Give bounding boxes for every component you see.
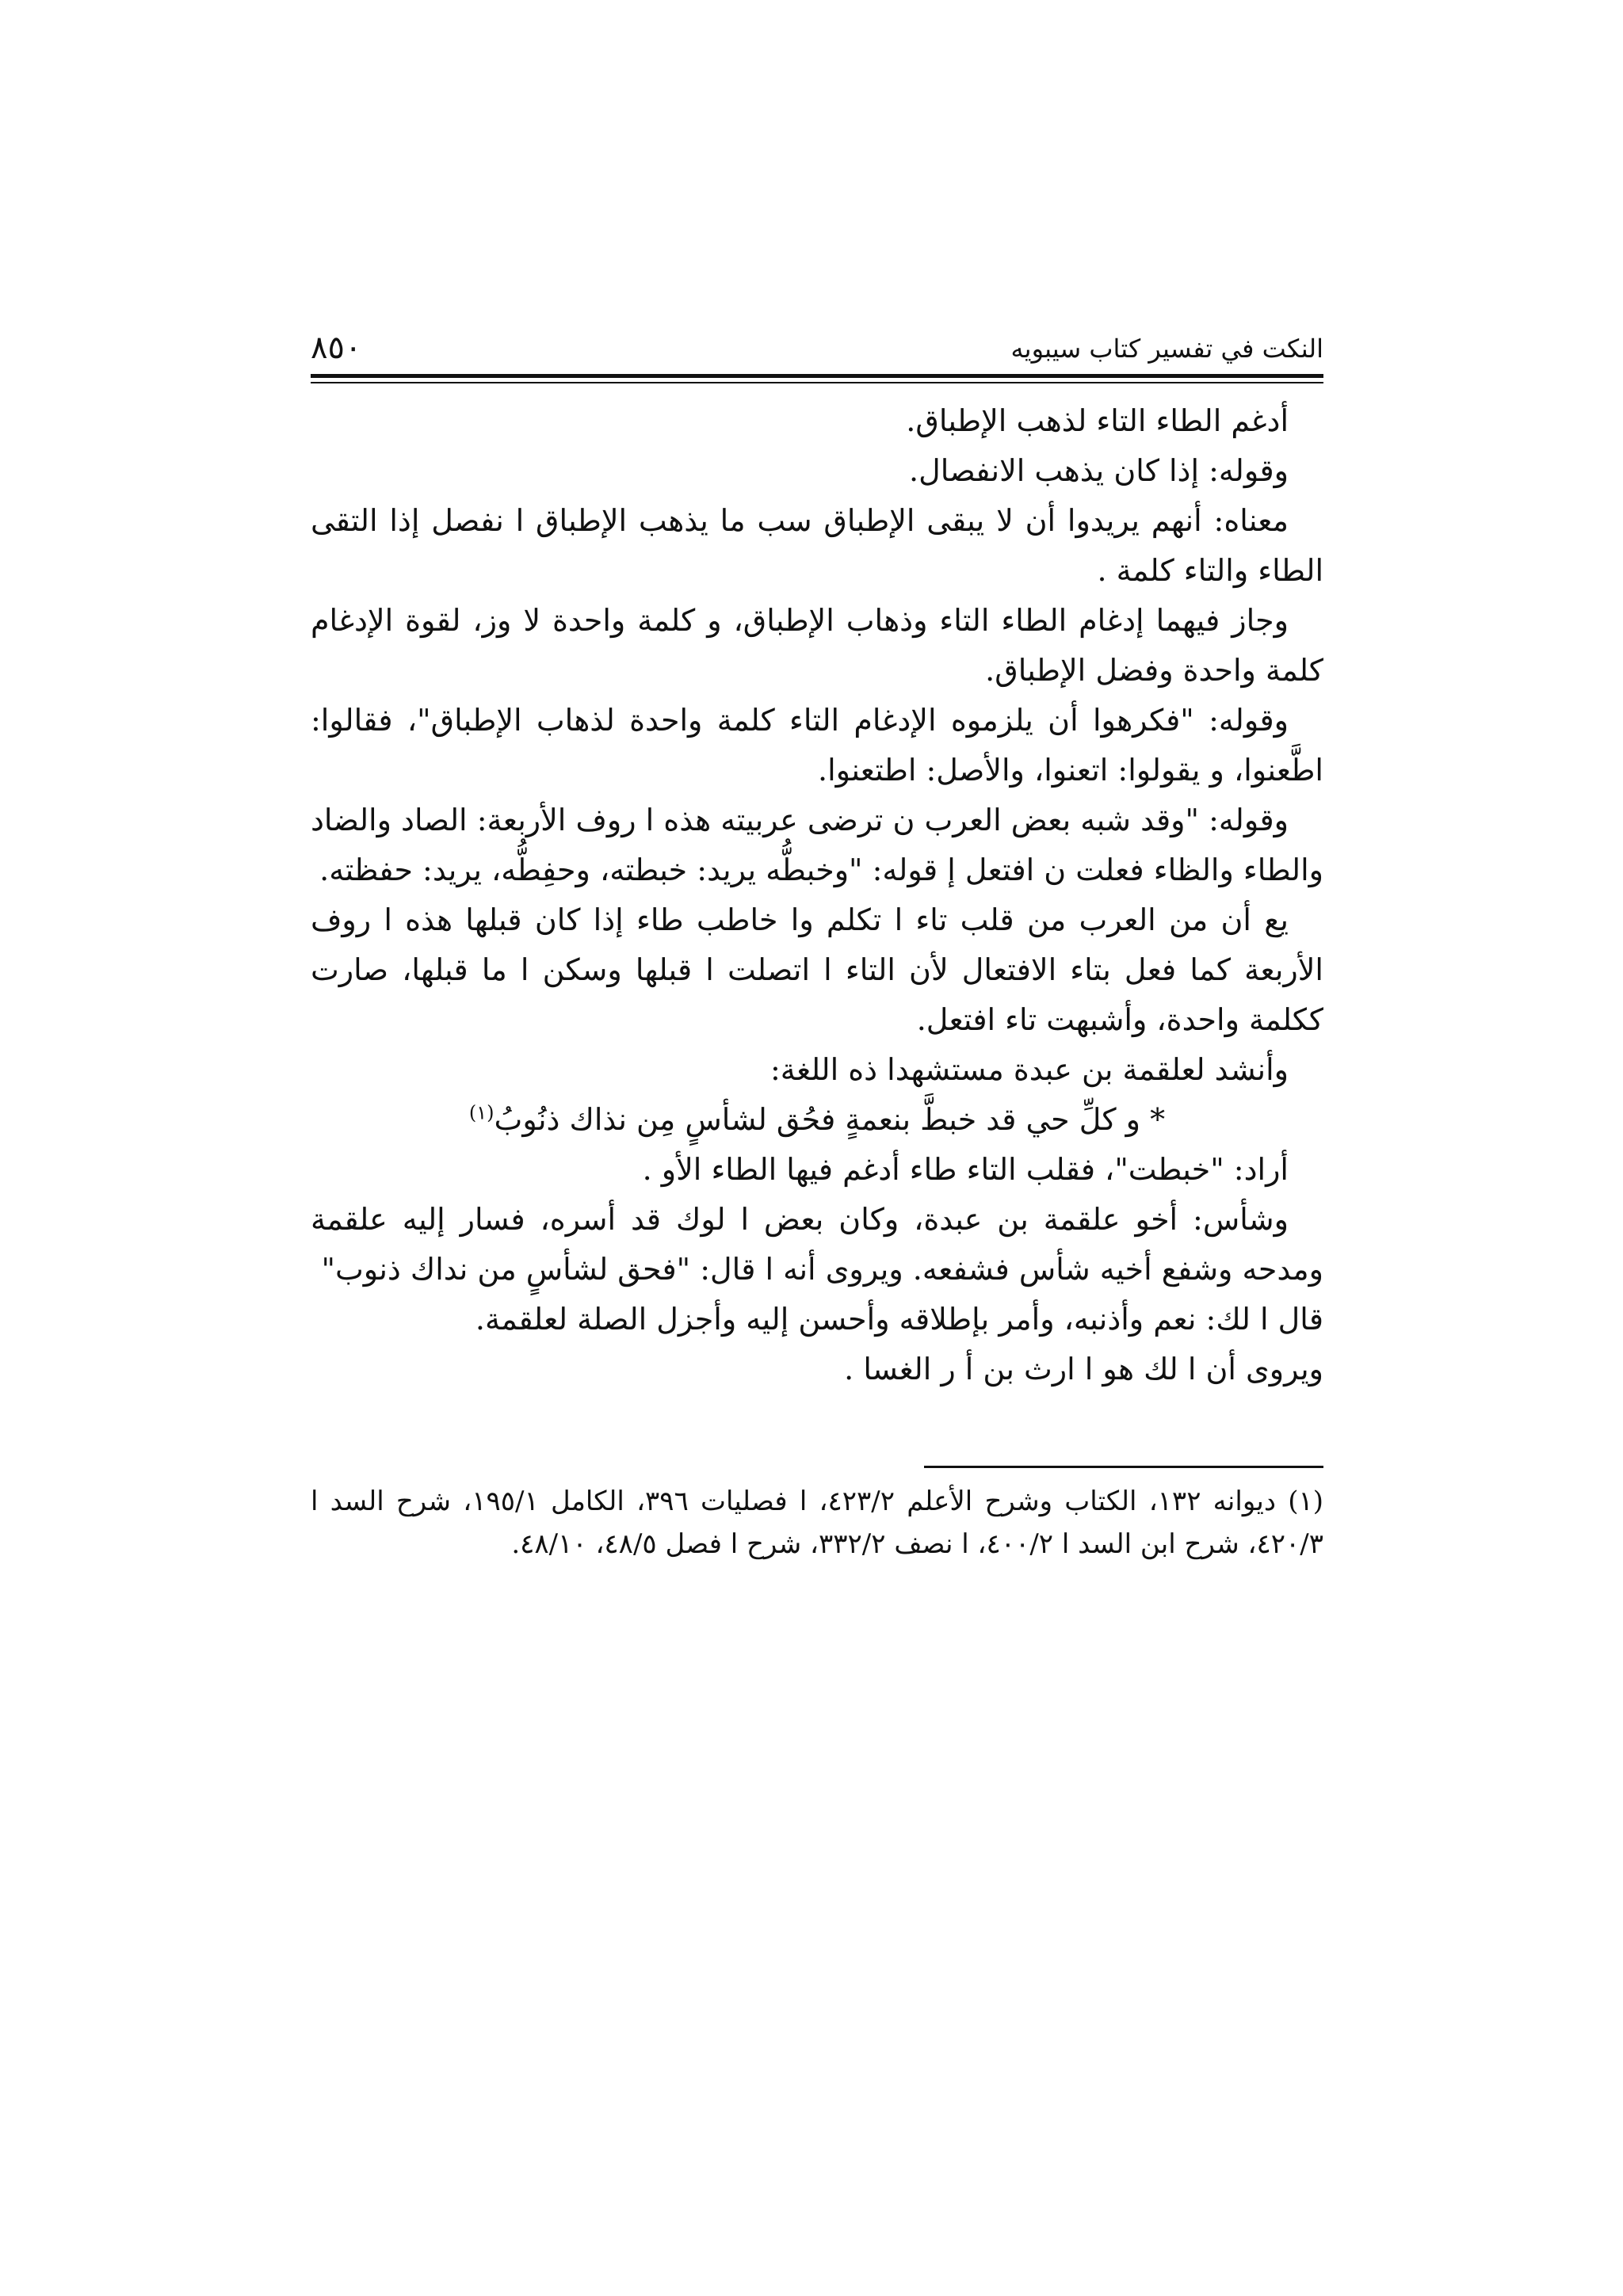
paragraph: وقوله: إذا كان يذهب الانفصال. xyxy=(909,453,1289,488)
footnote-marker: (١) xyxy=(468,1101,495,1124)
paragraph: وجاز فيهما إدغام الطاء التاء وذهاب الإطباق، و كلمة واحدة لا وز، لقوة الإدغام كلمة واحدة وفضل الإطباق. xyxy=(311,603,1323,688)
paragraph: وشأس: أخو علقمة بن عبدة، وكان بعض ا لوك قد أسره، فسار إليه علقمة ومدحه وشفع أخيه شأس فشفعه. ويروى أنه ا قال: "فحق لشأسٍ من نداك ذنوب" xyxy=(311,1202,1323,1287)
footnote-separator xyxy=(924,1466,1323,1468)
paragraph: وقوله: "فكرهوا أن يلزموه الإدغام التاء كلمة واحدة لذهاب الإطباق"، فقالوا: اطَّعنوا، و يقولوا: اتعنوا، والأصل: اطتعنوا. xyxy=(311,703,1323,788)
header-rule-thin xyxy=(311,382,1323,383)
paragraph: وأنشد لعلقمة بن عبدة مستشهدا ذه اللغة: xyxy=(769,1052,1289,1087)
quote-line: ويروى أن ا لك هو ا ارث بن أ ر الغسا . xyxy=(844,1352,1323,1386)
verse-text: * و كلِّ حي قد خبطَّ بنعمةٍ فحُق لشأسٍ مِن نذاك ذنُوبُ xyxy=(494,1102,1166,1137)
poetry-verse xyxy=(311,1095,1323,1145)
paragraph: وقوله: "وقد شبه بعض العرب ن ترضى عربيته هذه ا روف الأربعة: الصاد والضاد والطاء والظاء فعلت ن افتعل إ قوله: "وخبطُّه يريد: خبطته، وحفِطُّه، يريد: حفظته. xyxy=(311,803,1323,887)
body-text xyxy=(311,396,1323,1394)
paragraph: أراد: "خبطت"، فقلب التاء طاء أدغم فيها الطاء الأو . xyxy=(642,1152,1289,1187)
book-title: النكت في تفسير كتاب سيبويه xyxy=(1010,334,1323,364)
paragraph: أدغم الطاء التاء لذهب الإطباق. xyxy=(906,403,1289,438)
footnote: (١) ديوانه ١٣٢، الكتاب وشرح الأعلم ٤٢٣/٢، ا فصليات ٣٩٦، الكامل ١٩٥/١، شرح السد ا ٤٢٠/٣، شرح ابن السد ا ٤٠٠/٢، ا نصف ٣٣٢/٢، شرح ا فصل ٤٨/٥، ٤٨/١٠. xyxy=(311,1486,1323,1560)
page-number: ٨٥٠ xyxy=(311,330,362,366)
quote-line: قال ا لك: نعم وأذنبه، وأمر بإطلاقه وأحسن إليه وأجزل الصلة لعلقمة. xyxy=(475,1302,1323,1337)
paragraph: معناه: أنهم يريدوا أن لا يبقى الإطباق سب ما يذهب الإطباق ا نفصل إذا التقى الطاء والتاء كلمة . xyxy=(311,503,1323,588)
header-rule-thick xyxy=(311,374,1323,378)
paragraph: يع أن من العرب من قلب تاء ا تكلم وا خاطب طاء إذا كان قبلها هذه ا روف الأربعة كما فعل بتاء الافتعال لأن التاء ا اتصلت ا قبلها وسكن ا ما قبلها، صارت ككلمة واحدة، وأشبهت تاء افتعل. xyxy=(311,902,1323,1037)
running-header xyxy=(311,323,1323,371)
